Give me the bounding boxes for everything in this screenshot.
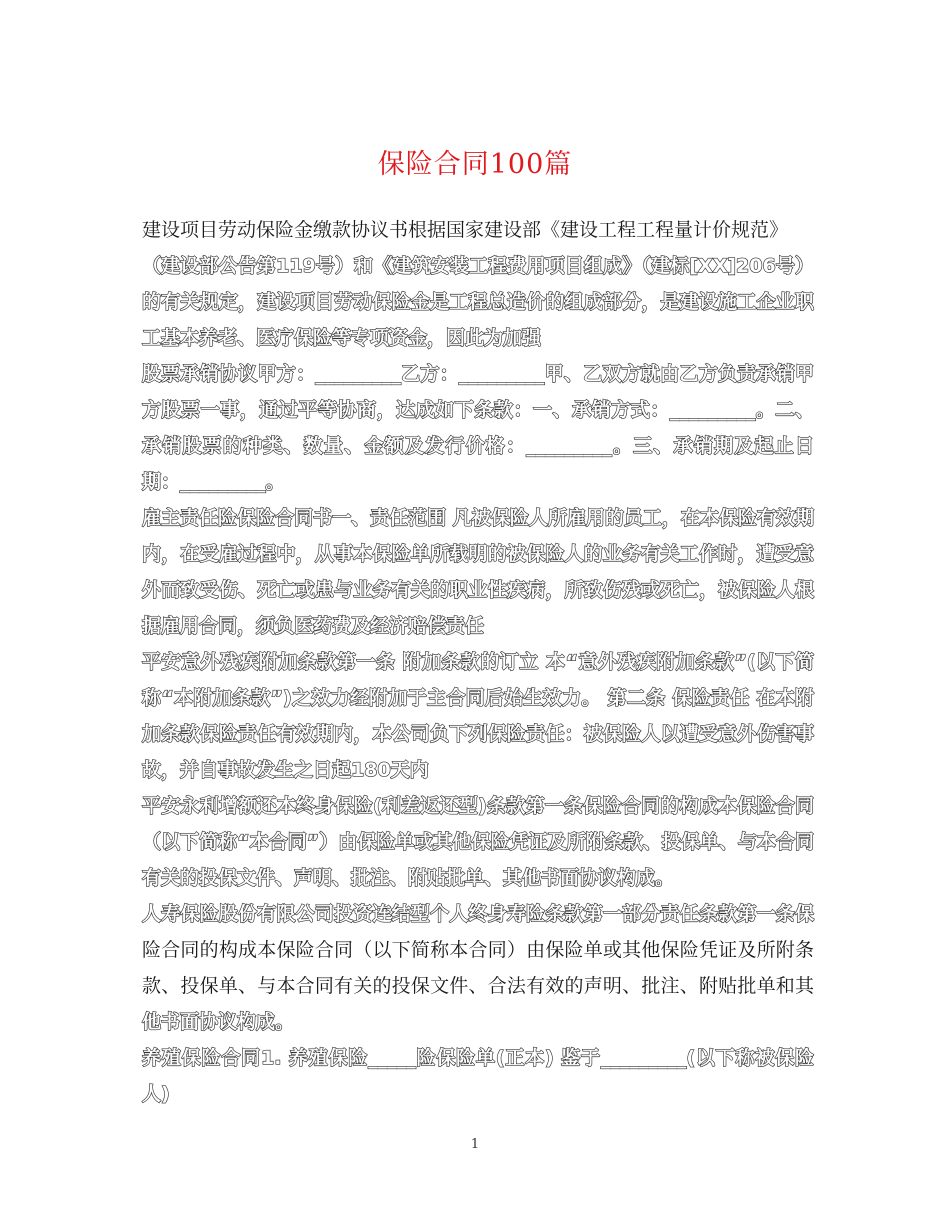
paragraph-7-tail: 他书面协议构成。 xyxy=(142,1011,295,1033)
document-body xyxy=(142,212,814,1112)
page-title: 保险合同100篇 xyxy=(377,149,573,180)
paragraph-7-plain: 险合同的构成本保险合同（以下简称本合同）由保险单或其他保险凭证及所附条款、投保单、与本合同有关的投保文件、合法有效的声明、批注、附贴批单和其 xyxy=(142,939,814,997)
paragraph-7-outline: 人寿保险股份有限公司投资连结型个人终身寿险条款第一部分责任条款第一条保 xyxy=(142,903,814,925)
paragraph-2: （建设部公告第119号）和《建筑安装工程费用项目组成》（建标[XX]206号）的有关规定，建设项目劳动保险金是工程总造价的组成部分，是建设施工企业职工基本养老、医疗保险等专项资金，因此为加强 xyxy=(142,255,814,349)
paragraph-1: 建设项目劳动保险金缴款协议书根据国家建设部《建设工程工程量计价规范》 xyxy=(142,219,789,241)
page-number: 1 xyxy=(470,1137,480,1152)
paragraph-4: 雇主责任险保险合同书一、责任范围 凡被保险人所雇用的员工，在本保险有效期内，在受雇过程中，从事本保险单所载明的被保险人的业务有关工作时，遭受意外而致受伤、死亡或患与业务有关的职业性疾病，所致伤残或死亡，被保险人根据雇用合同，须负医药费及经济赔偿责任 xyxy=(142,507,814,637)
paragraph-8: 养殖保险合同1. 养殖保险_____险保险单(正本) 鉴于_________(以下称被保险人) xyxy=(142,1047,814,1105)
paragraph-3: 股票承销协议甲方：_________乙方：_________甲、乙双方就由乙方负责承销甲方股票一事，通过平等协商，达成如下条款：一、承销方式：_________。二、承销股票的种类、数量、金额及发行价格：_________。三、承销期及起止日期：_________。 xyxy=(142,363,814,493)
paragraph-6: 平安永利增额还本终身保险(利差返还型)条款第一条保险合同的构成本保险合同（以下简称“本合同”）由保险单或其他保险凭证及所附条款、投保单、与本合同有关的投保文件、声明、批注、附贴批单、其他书面协议构成。 xyxy=(142,795,814,889)
paragraph-5: 平安意外残疾附加条款第一条 附加条款的订立 本“意外残疾附加条款”(以下简称“本附加条款”)之效力经附加于主合同后始生效力。 第二条 保险责任 在本附加条款保险责任有效期内，本公司负下列保险责任：被保险人以遭受意外伤害事故，并自事故发生之日起180天内 xyxy=(142,651,814,781)
paragraph-7 xyxy=(142,896,814,1040)
